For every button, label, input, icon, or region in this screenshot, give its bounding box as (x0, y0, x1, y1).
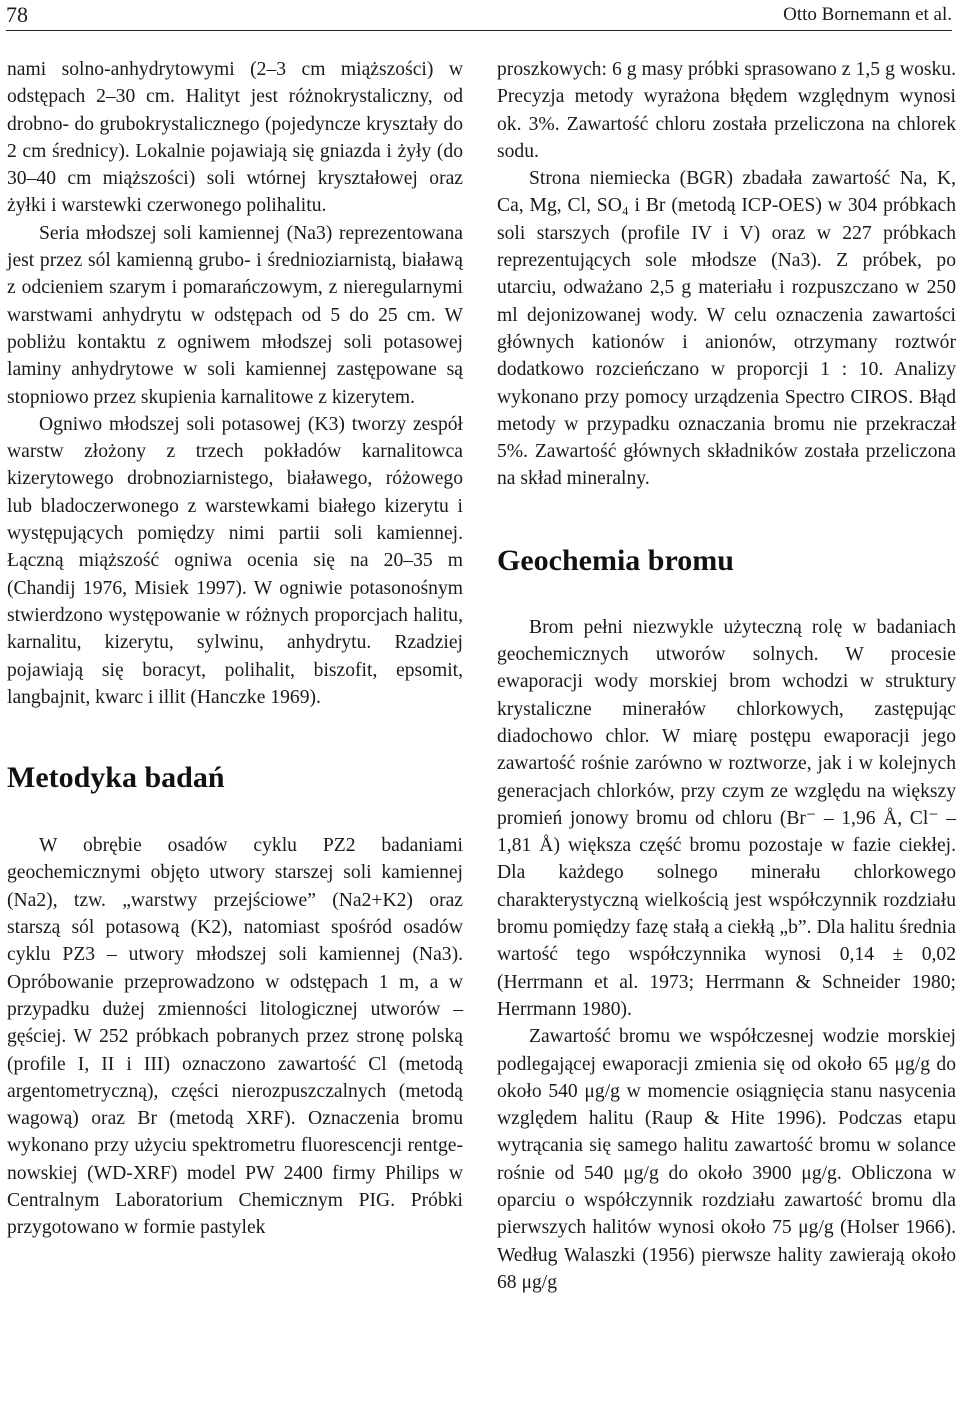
left-column (7, 56, 463, 1242)
section-heading-methods: Metodyka badań (7, 761, 225, 795)
right-paragraph-4: Zawartość bromu we współczesnej wodzie morskiej podlegającej ewaporacji zmienia się od około 65 μg/g do około 540 μg/g w momencie osiągnięcia stanu nasycenia względem halitu (Raup & Hite 1996). Podczas etapu wytrącania się samego halitu zawartość bromu w solance rośnie od 540 μg/g do około 3900 μg/g. Obliczona w oparciu o współczynnik rozdziału zawartość bromu dla pierwszych halitów wynosi około 75 μg/g (Holser 1966). Według Walaszki (1956) pierwsze hality zawierają około 68 μg/g (497, 1026, 956, 1293)
right-paragraph-3: Brom pełni niezwykle użyteczną rolę w badaniach geochemicznych utworów solnych. W procesie ewaporacji wody morskiej brom wchodzi w struktury krystaliczne minerałów chlorkowych, zastępując diadochowo chlor. W miarę postępu ewaporacji jego zawartość rośnie zarówno w roztworze, jak i w kolejnych generacjach chlorków, przy czym ze względu na większy promień jonowy bromu od chloru (Br⁻ – 1,96 Å, Cl⁻ – 1,81 Å) większa część bromu pozostaje w fazie ciekłej. Dla każdego solnego minerału chlorkowego charakterystyczną wielkością jest współczynnik rozdziału bromu pomiędzy fazę stałą a ciekłą „b”. Dla halitu średnia wartość tego współczynnika wynosi 0,14 ± 0,02 (Herrmann et al. 1973; Herrmann & Schneider 1980; Herrmann 1980). (497, 616, 956, 1020)
page-number: 78 (6, 2, 28, 27)
right-paragraph-2: Strona niemiecka (BGR) zbadała zawartość Na, K, Ca, Mg, Cl, SO₄ i Br (metodą ICP-OES) w 304 próbkach soli starszych (profile IV i V) oraz w 227 próbkach reprezentujących sole młodsze (Na3). Z próbek, po utarciu, odważano 2,5 g materiału i rozpuszczano w 250 ml dejonizowanej wody. W celu oznaczenia zawartości głównych kationów i anionów, otrzymany roztwór dodatkowo rozcieńczano w proporcji 1 : 10. Analizy wykonano przy pomocy urządzenia Spectro CIROS. Błąd metody w przypadku oznaczania bromu nie przekraczał 5%. Zawartość głównych składników została przeliczona na skład mineralny. (497, 168, 956, 490)
section-heading-bromine: Geochemia bromu (497, 543, 734, 577)
left-paragraph-4: W obrębie osadów cyklu PZ2 badaniami geochemicznymi objęto utwory starszej soli kamiennej (Na2), tzw. „warstwy przejściowe” (Na2+K2) oraz starszą sól potasową (K2), natomiast spośród osadów cyklu PZ3 – utwory młodszej soli kamiennej (Na3). Opróbowanie przeprowadzono w odstępach 1 m, a w przypadku dużej zmienności litologicznej utworów – gęściej. W 252 próbkach pobranych przez stronę polską (profile I, II i III) oznaczono zawartość Cl (metodą argentometryczną), części nierozpuszczalnych (metodą wagową) oraz Br (metodą XRF). Oznaczenia bromu wykonano przy użyciu spektrometru fluorescencji rentgenowskiej (WD-XRF) model PW 2400 firmy Philips w Centralnym Laboratorium Chemicznym PIG. Próbki przygotowano w formie pastylek (7, 835, 463, 1239)
right-column (497, 56, 956, 1296)
header-rule (6, 30, 952, 31)
page-header (6, 0, 952, 30)
left-paragraph-1: nami solno-anhydrytowymi (2–3 cm miąższości) w odstępach 2–30 cm. Halityt jest różnokrystaliczny, od drobno- do grubokrystalicznego (pojedyncze kryształy do 2 cm średnicy). Lokalnie pojawiają się gniazda i żyły (do 30–40 cm miąższości) soli wtórnej kryształowej oraz żyłki i warstewki czerwonego polihalitu. (7, 59, 463, 217)
running-head: Otto Bornemann et al. (783, 4, 952, 25)
left-paragraph-3: Ogniwo młodszej soli potasowej (K3) tworzy zespół warstw złożony z trzech pokładów karnalitowca kizerytowego drobnoziarnistego, białawego, różowego lub bladoczerwonego z warstewkami białego kizerytu i występujących pomiędzy nimi partii soli kamiennej. Łączną miąższość ogniwa ocenia się na 20–35 m (Chandij 1976, Misiek 1997). W ogniwie potasonośnym stwierdzono występowanie w różnych proporcjach halitu, karnalitu, kizerytu, sylwinu, anhydrytu. Rzadziej pojawiają się boracyt, polihalit, biszofit, epsomit, langbajnit, kwarc i illit (Hanczke 1969). (7, 413, 463, 708)
left-paragraph-2: Seria młodszej soli kamiennej (Na3) reprezentowana jest przez sól kamienną grubo- i średnioziarnistą, białawą z odcieniem szarym i pomarańczowym, z nieregularnymi warstwami anhydrytu w odstępach od 5 do 25 cm. W pobliżu kontaktu z ogniwem młodszej soli potasowej laminy anhydrytowe w soli kamiennej zastępowane są stopniowo przez skupienia karnalitowe z kizerytem. (7, 222, 463, 408)
right-paragraph-1: proszkowych: 6 g masy próbki sprasowano z 1,5 g wosku. Precyzja metody wyrażona błędem względnym wynosi ok. 3%. Zawartość chloru została przeliczona na chlorek sodu. (497, 59, 956, 162)
